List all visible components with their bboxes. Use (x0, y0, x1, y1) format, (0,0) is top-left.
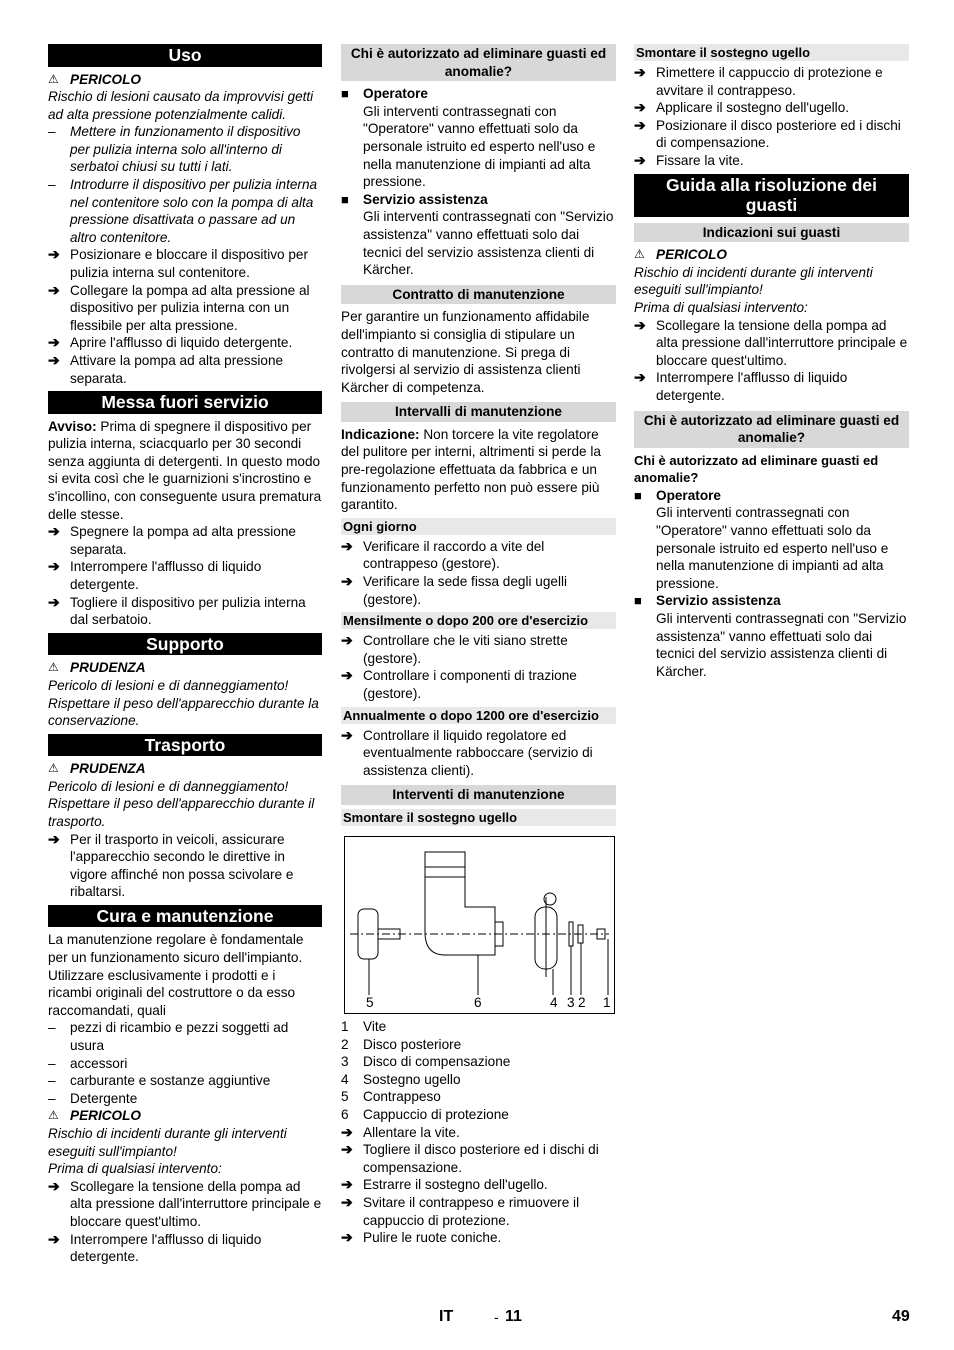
warning-pericolo: ⚠ PERICOLO (48, 71, 141, 87)
arrow-icon: ➔ (48, 523, 60, 540)
bullet-text: Gli interventi contrassegnati con "Operatore" vanno effettuati solo da personale istruito ed esperto nell'uso e nella manutenzione di impianti ad alta pressione. (656, 505, 889, 591)
warning-text: Rischio di lesioni causato da improvvisi getti ad alta pressione potenzialmente calidi. (48, 89, 314, 122)
arrow-icon: ➔ (634, 99, 646, 116)
legend-item: 5 Contrappeso (341, 1089, 441, 1105)
nozzle-holder-figure (344, 836, 615, 1014)
subsection-title-chi: Chi è autorizzato ad eliminare guasti ed anomalie? (634, 411, 909, 448)
section-title-cura: Cura e manutenzione (48, 905, 322, 928)
heading-mensilmente: Mensilmente o dopo 200 ore d'esercizio (341, 612, 616, 629)
square-bullet-icon: ■ (634, 487, 642, 503)
arrow-icon: ➔ (341, 1176, 353, 1193)
step-item: ➔ Estrarre il sostegno dell'ugello. (341, 1176, 548, 1193)
column-3 (634, 44, 909, 680)
column-2 (341, 44, 616, 1247)
step-item: ➔ Pulire le ruote coniche. (341, 1229, 502, 1246)
bullet-item: ■ Servizio assistenza (634, 593, 781, 609)
legend-item: 1 Vite (341, 1018, 387, 1034)
arrow-icon: ➔ (48, 1177, 60, 1194)
step-item: ➔ Allentare la vite. (341, 1123, 460, 1140)
dash-item: – Introdurre il dispositivo per pulizia interna nel contenitore solo con la pompa di alta pressione disattivata o passare ad un altro contenitore. (48, 177, 318, 245)
warning-icon: ⚠ (48, 660, 59, 675)
arrow-icon: ➔ (48, 830, 60, 847)
footer-absolute-page: 49 (892, 1308, 910, 1325)
step-item: ➔ Collegare la pompa ad alta pressione al dispositivo per pulizia interna con un flessibile per alta pressione. (48, 281, 310, 333)
arrow-icon: ➔ (48, 246, 60, 263)
section-title-uso: Uso (48, 44, 322, 67)
subsection-title-indicazioni: Indicazioni sui guasti (634, 223, 909, 243)
arrow-icon: ➔ (634, 64, 646, 80)
warning-prudenza: ⚠ PRUDENZA (48, 761, 146, 777)
warning-pericolo: ⚠ PERICOLO (634, 247, 727, 263)
legend-item: 3 Disco di compensazione (341, 1054, 511, 1070)
nozzle-holder-drawing (345, 837, 614, 1013)
square-bullet-icon: ■ (341, 86, 349, 102)
bullet-item: ■ Operatore (634, 487, 721, 503)
step-item: ➔ Verificare la sede fissa degli ugelli (gestore). (341, 573, 568, 607)
arrow-icon: ➔ (341, 1141, 353, 1158)
section-title-supporto: Supporto (48, 633, 322, 656)
heading-smontare: Smontare il sostegno ugello (341, 809, 616, 826)
figure-label: 2 (578, 994, 586, 1010)
step-item: ➔ Fissare la vite. (634, 151, 744, 168)
warning-pericolo: ⚠ PERICOLO (48, 1108, 141, 1124)
section-title-messa: Messa fuori servizio (48, 391, 322, 414)
step-item: ➔ Interrompere l'afflusso di liquido detergente. (48, 1230, 262, 1265)
warning-icon: ⚠ (48, 71, 59, 86)
heading-ogni-giorno: Ogni giorno (341, 518, 616, 535)
subsection-title-intervalli: Intervalli di manutenzione (341, 402, 616, 422)
step-item: ➔ Controllare i componenti di trazione (gestore). (341, 667, 577, 701)
step-item: ➔ Scollegare la tensione della pompa ad alta pressione dall'interruttore principale e bloccare quest'ultimo. (48, 1177, 322, 1229)
warning-text: Pericolo di lesioni e di danneggiamento! Rispettare il peso dell'apparecchio durante il trasporto. (48, 778, 315, 829)
arrow-icon: ➔ (634, 316, 646, 333)
section-title-trasporto: Trasporto (48, 734, 322, 757)
square-bullet-icon: ■ (341, 191, 349, 207)
step-item: ➔ Controllare il liquido regolatore ed eventualmente rabboccare (servizio di assistenza clienti). (341, 726, 593, 778)
step-item: ➔ Aprire l'afflusso di liquido detergente. (48, 334, 293, 351)
step-item: ➔ Interrompere l'afflusso di liquido detergente. (48, 558, 262, 593)
step-item: ➔ Per il trasporto in veicoli, assicurare l'apparecchio secondo le direttive in vigore affinché non possa scivolare e ribaltarsi. (48, 830, 294, 900)
column-1 (48, 44, 322, 1266)
arrow-icon: ➔ (48, 352, 60, 368)
step-item: ➔ Posizionare e bloccare il dispositivo per pulizia interna sul contenitore. (48, 246, 309, 281)
dash-item: – pezzi di ricambio e pezzi soggetti ad usura (48, 1020, 289, 1053)
subsection-title-chi: Chi è autorizzato ad eliminare guasti ed anomalie? (341, 44, 616, 81)
step-item: ➔ Interrompere l'afflusso di liquido detergente. (634, 369, 848, 403)
step-item: ➔ Svitare il contrappeso e rimuovere il cappuccio di protezione. (341, 1193, 580, 1228)
arrow-icon: ➔ (341, 537, 353, 554)
step-item: ➔ Rimettere il cappuccio di protezione e avvitare il contrappeso. (634, 64, 883, 98)
figure-label: 5 (366, 994, 374, 1010)
arrow-icon: ➔ (48, 558, 60, 575)
step-item: ➔ Posizionare il disco posteriore ed i dischi di compensazione. (634, 116, 901, 151)
arrow-icon: ➔ (341, 726, 353, 743)
arrow-icon: ➔ (341, 1193, 353, 1210)
square-bullet-icon: ■ (634, 593, 642, 609)
heading-annualmente: Annualmente o dopo 1200 ore d'esercizio (341, 707, 616, 724)
bullet-item: ■ Servizio assistenza (341, 191, 488, 207)
arrow-icon: ➔ (48, 1230, 60, 1247)
step-item: ➔ Togliere il dispositivo per pulizia interna dal serbatoio. (48, 593, 306, 628)
step-item: ➔ Attivare la pompa ad alta pressione separata. (48, 352, 284, 386)
body-text: Per garantire un funzionamento affidabile dell'impianto si consiglia di stipulare un contratto di manutenzione. Si prega di rivolgersi al servizio di assistenza clienti Kärcher di competenza. (341, 309, 590, 395)
legend-item: 4 Sostegno ugello (341, 1071, 461, 1087)
arrow-icon: ➔ (48, 281, 60, 298)
arrow-icon: ➔ (341, 573, 353, 590)
dash-item: – Mettere in funzionamento il dispositivo per pulizia interna solo all'interno di serbatoi chiusi su tutti i lati. (48, 124, 301, 175)
arrow-icon: ➔ (634, 116, 646, 133)
arrow-icon: ➔ (48, 334, 60, 351)
arrow-icon: ➔ (341, 667, 353, 684)
warning-icon: ⚠ (634, 247, 645, 262)
arrow-icon: ➔ (341, 1229, 353, 1246)
arrow-icon: ➔ (48, 593, 60, 610)
warning-icon: ⚠ (48, 761, 59, 776)
warning-text: Rischio di incidenti durante gli interventi eseguiti sull'impianto! (634, 264, 873, 298)
section-title-guida: Guida alla risoluzione dei guasti (634, 174, 909, 217)
dash-item: – carburante e sostanze aggiuntive (48, 1073, 271, 1089)
figure-label: 1 (603, 994, 611, 1010)
heading-smontare: Smontare il sostegno ugello (634, 44, 909, 61)
bullet-text: Gli interventi contrassegnati con "Operatore" vanno effettuati solo da personale istruito ed esperto nell'uso e nella manutenzione di impianti ad alta pressione. (363, 103, 596, 190)
bullet-item: ■ Operatore (341, 86, 428, 102)
subsection-title-interventi: Interventi di manutenzione (341, 785, 616, 805)
step-item: ➔ Controllare che le viti siano strette (gestore). (341, 632, 568, 666)
arrow-icon: ➔ (341, 632, 353, 649)
figure-label: 6 (474, 994, 482, 1010)
step-item: ➔ Applicare il sostegno dell'ugello. (634, 99, 850, 116)
step-item: ➔ Scollegare la tensione della pompa ad alta pressione dall'interruttore principale e bloccare quest'ultimo. (634, 316, 908, 368)
body-text: La manutenzione regolare è fondamentale per un funzionamento sicuro dell'impianto. Utilizzare esclusivamente i prodotti e i ricambi originali del costruttore o da esso raccomandati, quali (48, 932, 304, 1018)
step-item: ➔ Togliere il disco posteriore ed i dischi di compensazione. (341, 1141, 599, 1175)
footer-language: IT (439, 1308, 454, 1325)
prima-text: Prima di qualsiasi intervento: (48, 1161, 222, 1177)
dash-item: – accessori (48, 1055, 128, 1071)
figure-label: 3 (567, 994, 575, 1010)
bold-question: Chi è autorizzato ad eliminare guasti ed anomalie? (634, 452, 879, 486)
figure-label: 4 (550, 994, 558, 1010)
footer-page-number: 11 (505, 1308, 522, 1325)
dash-item: – Detergente (48, 1090, 138, 1106)
step-item: ➔ Verificare il raccordo a vite del contrappeso (gestore). (341, 537, 545, 572)
step-item: ➔ Spegnere la pompa ad alta pressione separata. (48, 523, 296, 557)
arrow-icon: ➔ (634, 369, 646, 386)
warning-text: Pericolo di lesioni e di danneggiamento! Rispettare il peso dell'apparecchio durante la conservazione. (48, 677, 319, 729)
warning-prudenza: ⚠ PRUDENZA (48, 660, 146, 676)
avviso-text: Avviso: Prima di spegnere il dispositivo per pulizia interna, sciacquarlo per 30 secondi senza aggiunta di detergenti. In questo modo si evita così che le guarnizioni s'incrostino e s'incollino, con conseguente usura prematura delle stesse. (48, 418, 322, 522)
prima-text: Prima di qualsiasi intervento: (634, 299, 808, 315)
bullet-text: Gli interventi contrassegnati con "Servizio assistenza" vanno effettuati solo dai tecnici del servizio assistenza clienti di Kärcher. (656, 611, 907, 679)
warning-icon: ⚠ (48, 1108, 59, 1123)
arrow-icon: ➔ (634, 151, 646, 168)
bullet-text: Gli interventi contrassegnati con "Servizio assistenza" vanno effettuati solo dai tecnici del servizio assistenza clienti di Kärcher. (363, 209, 614, 278)
arrow-icon: ➔ (341, 1123, 353, 1140)
warning-text: Rischio di incidenti durante gli interventi eseguiti sull'impianto! (48, 1125, 287, 1159)
footer-dash: - (494, 1309, 499, 1325)
legend-item: 6 Cappuccio di protezione (341, 1106, 509, 1122)
legend-item: 2 Disco posteriore (341, 1036, 462, 1052)
indicazione-text: Indicazione: Non torcere la vite regolatore del pulitore per interni, altrimenti si perde la pre-regolazione effettuata da fabbrica e un funzionamento perfetto non può essere più garantito. (341, 426, 601, 513)
subsection-title-contratto: Contratto di manutenzione (341, 285, 616, 305)
